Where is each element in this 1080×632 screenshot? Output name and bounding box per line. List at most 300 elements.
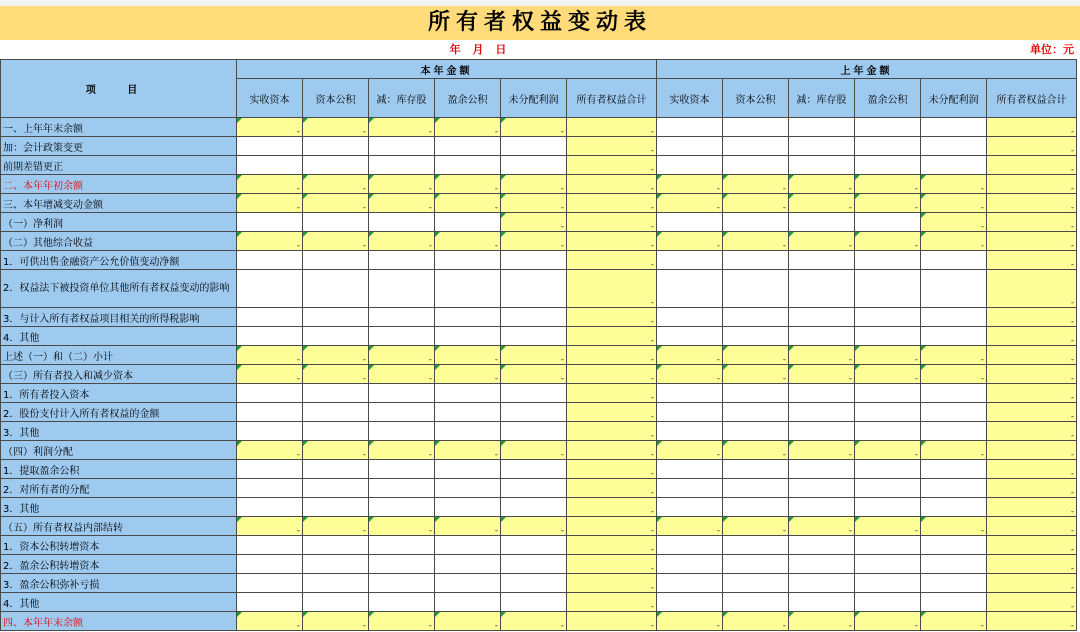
current-year-cell[interactable] <box>237 346 303 365</box>
current-year-cell[interactable] <box>303 479 369 498</box>
current-year-cell[interactable] <box>435 175 501 194</box>
current-year-cell[interactable] <box>369 308 435 327</box>
current-year-cell[interactable] <box>501 498 567 517</box>
current-year-cell[interactable] <box>303 441 369 460</box>
current-year-cell[interactable] <box>303 403 369 422</box>
previous-year-cell[interactable] <box>855 308 921 327</box>
previous-year-cell[interactable] <box>987 612 1077 631</box>
current-year-cell[interactable] <box>435 308 501 327</box>
previous-year-cell[interactable] <box>657 403 723 422</box>
previous-year-cell[interactable] <box>723 479 789 498</box>
previous-year-cell[interactable] <box>921 536 987 555</box>
current-year-cell[interactable] <box>237 213 303 232</box>
previous-year-cell[interactable] <box>855 213 921 232</box>
current-year-cell[interactable] <box>567 536 657 555</box>
current-year-cell[interactable] <box>303 574 369 593</box>
current-year-cell[interactable] <box>567 574 657 593</box>
previous-year-cell[interactable] <box>657 251 723 270</box>
previous-year-cell[interactable] <box>723 536 789 555</box>
previous-year-cell[interactable] <box>855 555 921 574</box>
previous-year-cell[interactable] <box>789 213 855 232</box>
current-year-cell[interactable] <box>237 422 303 441</box>
current-year-cell[interactable] <box>567 498 657 517</box>
previous-year-cell[interactable] <box>987 175 1077 194</box>
previous-year-cell[interactable] <box>723 175 789 194</box>
previous-year-cell[interactable] <box>987 137 1077 156</box>
current-year-cell[interactable] <box>501 403 567 422</box>
current-year-cell[interactable] <box>435 137 501 156</box>
previous-year-cell[interactable] <box>921 346 987 365</box>
previous-year-cell[interactable] <box>921 517 987 536</box>
previous-year-cell[interactable] <box>723 403 789 422</box>
previous-year-cell[interactable] <box>921 137 987 156</box>
previous-year-cell[interactable] <box>987 308 1077 327</box>
current-year-cell[interactable] <box>303 384 369 403</box>
previous-year-cell[interactable] <box>855 517 921 536</box>
previous-year-cell[interactable] <box>657 460 723 479</box>
current-year-cell[interactable] <box>303 270 369 308</box>
previous-year-cell[interactable] <box>921 403 987 422</box>
previous-year-cell[interactable] <box>657 194 723 213</box>
current-year-cell[interactable] <box>369 213 435 232</box>
current-year-cell[interactable] <box>567 156 657 175</box>
current-year-cell[interactable] <box>501 574 567 593</box>
current-year-cell[interactable] <box>567 555 657 574</box>
previous-year-cell[interactable] <box>789 517 855 536</box>
previous-year-cell[interactable] <box>921 327 987 346</box>
previous-year-cell[interactable] <box>921 593 987 612</box>
current-year-cell[interactable] <box>435 498 501 517</box>
previous-year-cell[interactable] <box>921 194 987 213</box>
current-year-cell[interactable] <box>435 251 501 270</box>
current-year-cell[interactable] <box>303 118 369 137</box>
previous-year-cell[interactable] <box>723 346 789 365</box>
previous-year-cell[interactable] <box>723 422 789 441</box>
current-year-cell[interactable] <box>501 118 567 137</box>
current-year-cell[interactable] <box>237 612 303 631</box>
current-year-cell[interactable] <box>567 384 657 403</box>
current-year-cell[interactable] <box>237 194 303 213</box>
current-year-cell[interactable] <box>369 346 435 365</box>
current-year-cell[interactable] <box>237 574 303 593</box>
current-year-cell[interactable] <box>435 574 501 593</box>
current-year-cell[interactable] <box>237 441 303 460</box>
previous-year-cell[interactable] <box>855 422 921 441</box>
current-year-cell[interactable] <box>369 517 435 536</box>
current-year-cell[interactable] <box>369 460 435 479</box>
previous-year-cell[interactable] <box>855 593 921 612</box>
current-year-cell[interactable] <box>435 194 501 213</box>
previous-year-cell[interactable] <box>987 460 1077 479</box>
current-year-cell[interactable] <box>435 118 501 137</box>
previous-year-cell[interactable] <box>657 232 723 251</box>
previous-year-cell[interactable] <box>921 574 987 593</box>
previous-year-cell[interactable] <box>789 327 855 346</box>
current-year-cell[interactable] <box>303 175 369 194</box>
current-year-cell[interactable] <box>237 384 303 403</box>
current-year-cell[interactable] <box>501 194 567 213</box>
current-year-cell[interactable] <box>237 403 303 422</box>
previous-year-cell[interactable] <box>987 365 1077 384</box>
previous-year-cell[interactable] <box>987 593 1077 612</box>
previous-year-cell[interactable] <box>855 498 921 517</box>
current-year-cell[interactable] <box>501 536 567 555</box>
previous-year-cell[interactable] <box>921 118 987 137</box>
previous-year-cell[interactable] <box>723 213 789 232</box>
previous-year-cell[interactable] <box>921 270 987 308</box>
current-year-cell[interactable] <box>567 593 657 612</box>
current-year-cell[interactable] <box>501 441 567 460</box>
previous-year-cell[interactable] <box>855 232 921 251</box>
current-year-cell[interactable] <box>237 593 303 612</box>
current-year-cell[interactable] <box>501 270 567 308</box>
previous-year-cell[interactable] <box>657 441 723 460</box>
current-year-cell[interactable] <box>567 422 657 441</box>
previous-year-cell[interactable] <box>657 422 723 441</box>
previous-year-cell[interactable] <box>657 593 723 612</box>
current-year-cell[interactable] <box>501 346 567 365</box>
current-year-cell[interactable] <box>501 479 567 498</box>
current-year-cell[interactable] <box>369 612 435 631</box>
current-year-cell[interactable] <box>567 270 657 308</box>
previous-year-cell[interactable] <box>855 612 921 631</box>
current-year-cell[interactable] <box>369 137 435 156</box>
current-year-cell[interactable] <box>369 194 435 213</box>
previous-year-cell[interactable] <box>657 365 723 384</box>
previous-year-cell[interactable] <box>657 308 723 327</box>
current-year-cell[interactable] <box>237 308 303 327</box>
current-year-cell[interactable] <box>369 365 435 384</box>
current-year-cell[interactable] <box>237 517 303 536</box>
previous-year-cell[interactable] <box>921 612 987 631</box>
current-year-cell[interactable] <box>435 384 501 403</box>
current-year-cell[interactable] <box>369 422 435 441</box>
current-year-cell[interactable] <box>303 517 369 536</box>
current-year-cell[interactable] <box>567 308 657 327</box>
current-year-cell[interactable] <box>369 232 435 251</box>
current-year-cell[interactable] <box>567 479 657 498</box>
previous-year-cell[interactable] <box>855 403 921 422</box>
current-year-cell[interactable] <box>303 213 369 232</box>
previous-year-cell[interactable] <box>921 308 987 327</box>
previous-year-cell[interactable] <box>855 441 921 460</box>
current-year-cell[interactable] <box>303 498 369 517</box>
current-year-cell[interactable] <box>303 156 369 175</box>
current-year-cell[interactable] <box>567 118 657 137</box>
current-year-cell[interactable] <box>501 517 567 536</box>
previous-year-cell[interactable] <box>723 517 789 536</box>
previous-year-cell[interactable] <box>789 479 855 498</box>
previous-year-cell[interactable] <box>723 137 789 156</box>
previous-year-cell[interactable] <box>789 593 855 612</box>
previous-year-cell[interactable] <box>789 346 855 365</box>
current-year-cell[interactable] <box>369 441 435 460</box>
previous-year-cell[interactable] <box>855 384 921 403</box>
current-year-cell[interactable] <box>567 346 657 365</box>
previous-year-cell[interactable] <box>855 574 921 593</box>
current-year-cell[interactable] <box>369 118 435 137</box>
current-year-cell[interactable] <box>237 156 303 175</box>
current-year-cell[interactable] <box>567 612 657 631</box>
current-year-cell[interactable] <box>435 156 501 175</box>
current-year-cell[interactable] <box>501 384 567 403</box>
current-year-cell[interactable] <box>303 422 369 441</box>
current-year-cell[interactable] <box>303 137 369 156</box>
current-year-cell[interactable] <box>567 365 657 384</box>
previous-year-cell[interactable] <box>921 498 987 517</box>
current-year-cell[interactable] <box>369 536 435 555</box>
current-year-cell[interactable] <box>501 365 567 384</box>
previous-year-cell[interactable] <box>723 441 789 460</box>
previous-year-cell[interactable] <box>723 308 789 327</box>
previous-year-cell[interactable] <box>723 156 789 175</box>
previous-year-cell[interactable] <box>789 365 855 384</box>
current-year-cell[interactable] <box>567 251 657 270</box>
current-year-cell[interactable] <box>303 194 369 213</box>
previous-year-cell[interactable] <box>789 384 855 403</box>
previous-year-cell[interactable] <box>855 194 921 213</box>
previous-year-cell[interactable] <box>657 327 723 346</box>
current-year-cell[interactable] <box>303 593 369 612</box>
current-year-cell[interactable] <box>237 270 303 308</box>
current-year-cell[interactable] <box>237 498 303 517</box>
current-year-cell[interactable] <box>303 365 369 384</box>
previous-year-cell[interactable] <box>855 536 921 555</box>
current-year-cell[interactable] <box>501 327 567 346</box>
previous-year-cell[interactable] <box>921 441 987 460</box>
current-year-cell[interactable] <box>237 327 303 346</box>
previous-year-cell[interactable] <box>789 194 855 213</box>
current-year-cell[interactable] <box>435 612 501 631</box>
current-year-cell[interactable] <box>567 137 657 156</box>
previous-year-cell[interactable] <box>987 384 1077 403</box>
current-year-cell[interactable] <box>237 365 303 384</box>
previous-year-cell[interactable] <box>789 460 855 479</box>
previous-year-cell[interactable] <box>723 612 789 631</box>
previous-year-cell[interactable] <box>657 555 723 574</box>
previous-year-cell[interactable] <box>921 156 987 175</box>
current-year-cell[interactable] <box>303 232 369 251</box>
previous-year-cell[interactable] <box>657 137 723 156</box>
previous-year-cell[interactable] <box>855 137 921 156</box>
current-year-cell[interactable] <box>369 593 435 612</box>
previous-year-cell[interactable] <box>789 270 855 308</box>
previous-year-cell[interactable] <box>921 232 987 251</box>
previous-year-cell[interactable] <box>855 156 921 175</box>
previous-year-cell[interactable] <box>789 441 855 460</box>
previous-year-cell[interactable] <box>987 118 1077 137</box>
previous-year-cell[interactable] <box>855 460 921 479</box>
previous-year-cell[interactable] <box>657 536 723 555</box>
previous-year-cell[interactable] <box>987 327 1077 346</box>
current-year-cell[interactable] <box>501 460 567 479</box>
previous-year-cell[interactable] <box>723 555 789 574</box>
current-year-cell[interactable] <box>501 593 567 612</box>
previous-year-cell[interactable] <box>921 460 987 479</box>
previous-year-cell[interactable] <box>921 213 987 232</box>
previous-year-cell[interactable] <box>789 574 855 593</box>
current-year-cell[interactable] <box>369 251 435 270</box>
previous-year-cell[interactable] <box>855 365 921 384</box>
previous-year-cell[interactable] <box>657 118 723 137</box>
previous-year-cell[interactable] <box>789 403 855 422</box>
current-year-cell[interactable] <box>435 593 501 612</box>
current-year-cell[interactable] <box>303 327 369 346</box>
previous-year-cell[interactable] <box>921 422 987 441</box>
current-year-cell[interactable] <box>567 194 657 213</box>
previous-year-cell[interactable] <box>723 498 789 517</box>
current-year-cell[interactable] <box>369 498 435 517</box>
previous-year-cell[interactable] <box>657 498 723 517</box>
previous-year-cell[interactable] <box>855 175 921 194</box>
previous-year-cell[interactable] <box>987 403 1077 422</box>
current-year-cell[interactable] <box>303 251 369 270</box>
previous-year-cell[interactable] <box>657 384 723 403</box>
previous-year-cell[interactable] <box>987 194 1077 213</box>
current-year-cell[interactable] <box>435 213 501 232</box>
previous-year-cell[interactable] <box>855 118 921 137</box>
previous-year-cell[interactable] <box>723 460 789 479</box>
current-year-cell[interactable] <box>435 555 501 574</box>
current-year-cell[interactable] <box>435 365 501 384</box>
current-year-cell[interactable] <box>501 422 567 441</box>
previous-year-cell[interactable] <box>723 232 789 251</box>
current-year-cell[interactable] <box>237 118 303 137</box>
current-year-cell[interactable] <box>567 517 657 536</box>
previous-year-cell[interactable] <box>657 156 723 175</box>
previous-year-cell[interactable] <box>987 536 1077 555</box>
current-year-cell[interactable] <box>435 327 501 346</box>
previous-year-cell[interactable] <box>855 327 921 346</box>
current-year-cell[interactable] <box>501 156 567 175</box>
current-year-cell[interactable] <box>303 308 369 327</box>
previous-year-cell[interactable] <box>723 194 789 213</box>
previous-year-cell[interactable] <box>921 365 987 384</box>
previous-year-cell[interactable] <box>855 346 921 365</box>
current-year-cell[interactable] <box>435 270 501 308</box>
current-year-cell[interactable] <box>567 213 657 232</box>
current-year-cell[interactable] <box>237 479 303 498</box>
current-year-cell[interactable] <box>237 137 303 156</box>
current-year-cell[interactable] <box>369 555 435 574</box>
previous-year-cell[interactable] <box>987 422 1077 441</box>
current-year-cell[interactable] <box>369 403 435 422</box>
previous-year-cell[interactable] <box>657 213 723 232</box>
current-year-cell[interactable] <box>237 536 303 555</box>
current-year-cell[interactable] <box>303 346 369 365</box>
current-year-cell[interactable] <box>435 346 501 365</box>
previous-year-cell[interactable] <box>723 365 789 384</box>
previous-year-cell[interactable] <box>987 441 1077 460</box>
current-year-cell[interactable] <box>237 460 303 479</box>
previous-year-cell[interactable] <box>987 555 1077 574</box>
previous-year-cell[interactable] <box>921 384 987 403</box>
current-year-cell[interactable] <box>567 460 657 479</box>
current-year-cell[interactable] <box>303 536 369 555</box>
current-year-cell[interactable] <box>237 175 303 194</box>
previous-year-cell[interactable] <box>855 270 921 308</box>
previous-year-cell[interactable] <box>789 156 855 175</box>
previous-year-cell[interactable] <box>789 251 855 270</box>
previous-year-cell[interactable] <box>789 612 855 631</box>
previous-year-cell[interactable] <box>789 498 855 517</box>
previous-year-cell[interactable] <box>789 232 855 251</box>
previous-year-cell[interactable] <box>657 612 723 631</box>
previous-year-cell[interactable] <box>657 270 723 308</box>
previous-year-cell[interactable] <box>987 232 1077 251</box>
current-year-cell[interactable] <box>435 441 501 460</box>
current-year-cell[interactable] <box>369 175 435 194</box>
previous-year-cell[interactable] <box>723 251 789 270</box>
current-year-cell[interactable] <box>501 555 567 574</box>
current-year-cell[interactable] <box>501 612 567 631</box>
previous-year-cell[interactable] <box>921 175 987 194</box>
previous-year-cell[interactable] <box>987 270 1077 308</box>
previous-year-cell[interactable] <box>987 574 1077 593</box>
previous-year-cell[interactable] <box>789 555 855 574</box>
previous-year-cell[interactable] <box>921 479 987 498</box>
current-year-cell[interactable] <box>501 232 567 251</box>
previous-year-cell[interactable] <box>723 118 789 137</box>
previous-year-cell[interactable] <box>657 517 723 536</box>
current-year-cell[interactable] <box>501 175 567 194</box>
previous-year-cell[interactable] <box>723 384 789 403</box>
previous-year-cell[interactable] <box>789 118 855 137</box>
current-year-cell[interactable] <box>369 384 435 403</box>
previous-year-cell[interactable] <box>789 308 855 327</box>
previous-year-cell[interactable] <box>987 156 1077 175</box>
current-year-cell[interactable] <box>567 175 657 194</box>
previous-year-cell[interactable] <box>789 137 855 156</box>
current-year-cell[interactable] <box>303 555 369 574</box>
previous-year-cell[interactable] <box>657 574 723 593</box>
previous-year-cell[interactable] <box>657 346 723 365</box>
current-year-cell[interactable] <box>435 460 501 479</box>
previous-year-cell[interactable] <box>987 213 1077 232</box>
current-year-cell[interactable] <box>501 137 567 156</box>
current-year-cell[interactable] <box>501 251 567 270</box>
previous-year-cell[interactable] <box>987 346 1077 365</box>
previous-year-cell[interactable] <box>987 498 1077 517</box>
previous-year-cell[interactable] <box>723 574 789 593</box>
previous-year-cell[interactable] <box>657 479 723 498</box>
previous-year-cell[interactable] <box>921 555 987 574</box>
previous-year-cell[interactable] <box>723 327 789 346</box>
current-year-cell[interactable] <box>501 213 567 232</box>
previous-year-cell[interactable] <box>855 479 921 498</box>
previous-year-cell[interactable] <box>855 251 921 270</box>
previous-year-cell[interactable] <box>921 251 987 270</box>
current-year-cell[interactable] <box>435 536 501 555</box>
current-year-cell[interactable] <box>237 232 303 251</box>
previous-year-cell[interactable] <box>789 536 855 555</box>
previous-year-cell[interactable] <box>789 422 855 441</box>
previous-year-cell[interactable] <box>987 479 1077 498</box>
previous-year-cell[interactable] <box>657 175 723 194</box>
current-year-cell[interactable] <box>567 327 657 346</box>
current-year-cell[interactable] <box>369 574 435 593</box>
previous-year-cell[interactable] <box>987 517 1077 536</box>
current-year-cell[interactable] <box>567 441 657 460</box>
current-year-cell[interactable] <box>567 232 657 251</box>
current-year-cell[interactable] <box>303 612 369 631</box>
current-year-cell[interactable] <box>435 403 501 422</box>
previous-year-cell[interactable] <box>789 175 855 194</box>
current-year-cell[interactable] <box>369 327 435 346</box>
current-year-cell[interactable] <box>369 156 435 175</box>
previous-year-cell[interactable] <box>723 270 789 308</box>
current-year-cell[interactable] <box>567 403 657 422</box>
